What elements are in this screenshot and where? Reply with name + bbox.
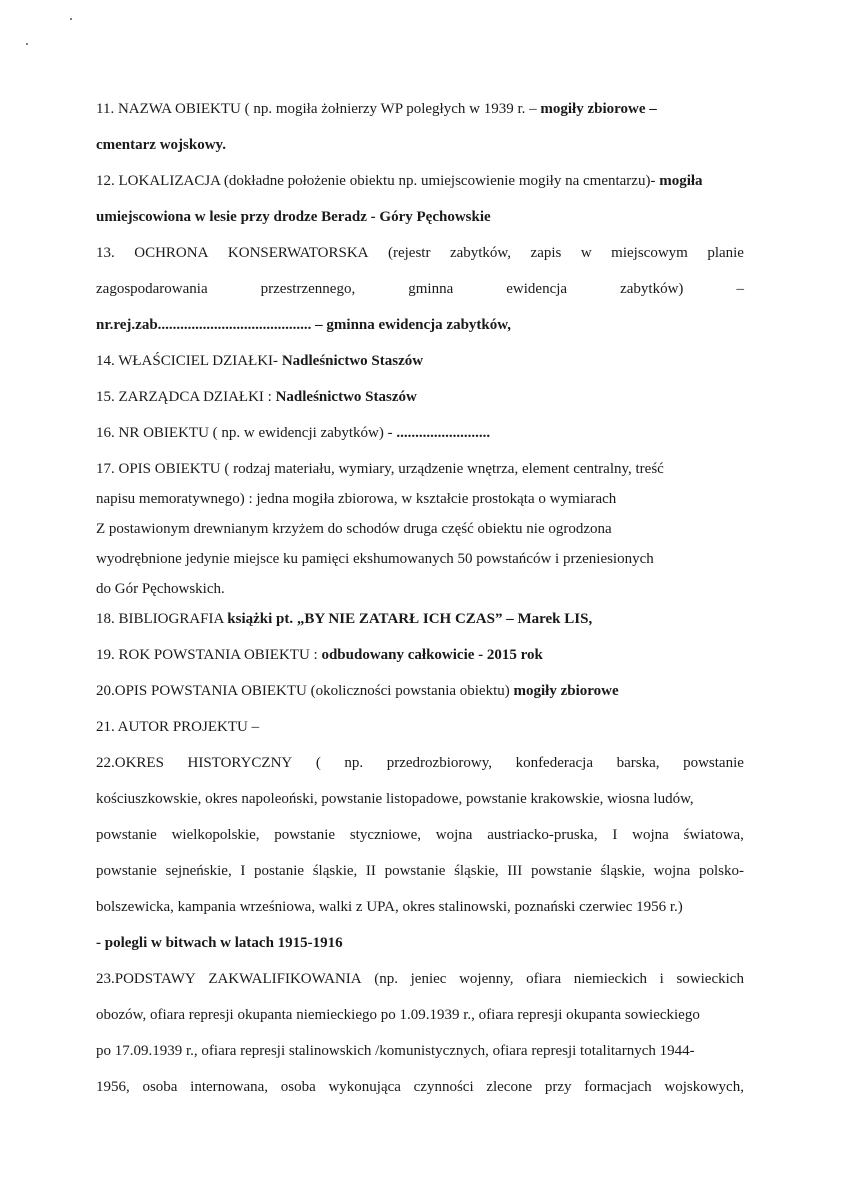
s16-value: ......................... bbox=[396, 425, 491, 441]
word: internowana, bbox=[190, 1079, 269, 1095]
word: polsko- bbox=[699, 863, 744, 879]
word: – bbox=[736, 281, 744, 297]
word: przy bbox=[544, 1079, 572, 1095]
word: 23.PODSTAWY bbox=[96, 971, 196, 987]
word: barska, bbox=[616, 755, 660, 771]
word: osoba bbox=[280, 1079, 316, 1095]
word: konfederacja bbox=[515, 755, 594, 771]
word: (rejestr bbox=[387, 245, 431, 261]
word: powstanie bbox=[274, 827, 336, 843]
word: III bbox=[507, 863, 523, 879]
word: ( bbox=[315, 755, 321, 771]
word: wojna bbox=[435, 827, 473, 843]
s15-label: 15. ZARZĄDCA DZIAŁKI : bbox=[96, 389, 272, 405]
word: powstanie bbox=[96, 827, 157, 843]
s22-line1 bbox=[96, 748, 744, 784]
s11-value: mogiły zbiorowe – bbox=[540, 101, 657, 117]
word: gminna bbox=[408, 281, 454, 297]
s19-line bbox=[96, 640, 744, 676]
word: w bbox=[580, 245, 592, 261]
s22-line4 bbox=[96, 856, 744, 892]
s23-line3: po 17.09.1939 r., ofiara represji stalinowskich /komunistycznych, ofiara represji totalitarnych 1944- bbox=[96, 1043, 695, 1059]
word: jeniec bbox=[410, 971, 447, 987]
s19-value: odbudowany całkowicie - 2015 rok bbox=[321, 647, 543, 663]
s15-line bbox=[96, 382, 744, 418]
s16-label: 16. NR OBIEKTU ( np. w ewidencji zabytków) - bbox=[96, 425, 393, 441]
word: osoba bbox=[142, 1079, 178, 1095]
s22-line5: bolszewicka, kampania wrześniowa, walki z UPA, okres stalinowski, poznański czerwiec 1956 r.) bbox=[96, 899, 683, 915]
word: śląskie, bbox=[454, 863, 499, 879]
word: niemieckich bbox=[573, 971, 648, 987]
scan-speck bbox=[70, 18, 72, 20]
s18-line bbox=[96, 604, 744, 640]
word: przestrzennego, bbox=[260, 281, 356, 297]
word: formacjach bbox=[584, 1079, 652, 1095]
s23-line1 bbox=[96, 964, 744, 1000]
word: powstanie bbox=[96, 863, 157, 879]
s23-line2: obozów, ofiara represji okupanta niemieckiego po 1.09.1939 r., ofiara represji okupanta sowieckiego bbox=[96, 1007, 700, 1023]
word: wojna bbox=[653, 863, 691, 879]
s23-line4 bbox=[96, 1072, 744, 1108]
word: wojskowych, bbox=[664, 1079, 744, 1095]
document-page bbox=[96, 94, 744, 1108]
word: zagospodarowania bbox=[96, 281, 208, 297]
s14-label: 14. WŁAŚCICIEL DZIAŁKI- bbox=[96, 353, 279, 369]
word: zlecone bbox=[486, 1079, 533, 1095]
word: HISTORYCZNY bbox=[187, 755, 293, 771]
s13-value: nr.rej.zab......................................... – gminna ewidencja zabytków, bbox=[96, 317, 512, 333]
s12-line1 bbox=[96, 166, 744, 202]
word: wykonująca bbox=[328, 1079, 401, 1095]
word: sejneńskie, bbox=[165, 863, 232, 879]
scan-speck bbox=[26, 43, 28, 45]
s17-line3: Z postawionym drewnianym krzyżem do schodów druga część obiektu nie ogrodzona bbox=[96, 521, 612, 537]
word: przedrozbiorowy, bbox=[386, 755, 492, 771]
word: 22.OKRES bbox=[96, 755, 164, 771]
word: i bbox=[659, 971, 664, 987]
s20-label: 20.OPIS POWSTANIA OBIEKTU (okoliczności powstania obiektu) bbox=[96, 683, 510, 699]
word: ofiara bbox=[526, 971, 562, 987]
s14-value: Nadleśnictwo Staszów bbox=[281, 353, 424, 369]
s14-line bbox=[96, 346, 744, 382]
word: I bbox=[240, 863, 246, 879]
word: wojna bbox=[632, 827, 669, 843]
word: zabytków) bbox=[620, 281, 684, 297]
word: (np. bbox=[374, 971, 398, 987]
s17-line2: napisu memoratywnego) : jedna mogiła zbiorowa, w kształcie prostokąta o wymiarach bbox=[96, 491, 617, 507]
s21-line: 21. AUTOR PROJEKTU – bbox=[96, 719, 260, 735]
s22-line2: kościuszkowskie, okres napoleoński, powstanie listopadowe, powstanie krakowskie, wiosna ludów, bbox=[96, 791, 694, 807]
word: powstanie bbox=[683, 755, 744, 771]
s13-line2 bbox=[96, 274, 744, 310]
s20-line bbox=[96, 676, 744, 712]
s17-line1: 17. OPIS OBIEKTU ( rodzaj materiału, wymiary, urządzenie wnętrza, element centralny, treść bbox=[96, 461, 664, 477]
s12-label: 12. LOKALIZACJA (dokładne położenie obiektu np. umiejscowienie mogiły na cmentarzu)- bbox=[96, 173, 656, 189]
word: 1956, bbox=[96, 1079, 130, 1095]
word: 13. bbox=[96, 245, 115, 261]
word: ewidencja bbox=[506, 281, 568, 297]
s18-label: 18. BIBLIOGRAFIA bbox=[96, 611, 224, 627]
word: postanie bbox=[254, 863, 305, 879]
word: planie bbox=[707, 245, 744, 261]
word: powstanie bbox=[530, 863, 592, 879]
s11-line1 bbox=[96, 94, 744, 130]
s18-value: książki pt. „BY NIE ZATARŁ ICH CZAS” – Marek LIS, bbox=[227, 611, 593, 627]
s19-label: 19. ROK POWSTANIA OBIEKTU : bbox=[96, 647, 318, 663]
word: ZAKWALIFIKOWANIA bbox=[208, 971, 362, 987]
word: I bbox=[612, 827, 618, 843]
s15-value: Nadleśnictwo Staszów bbox=[275, 389, 417, 405]
s13-line1 bbox=[96, 238, 744, 274]
word: OCHRONA bbox=[134, 245, 209, 261]
word: śląskie, bbox=[600, 863, 646, 879]
word: czynności bbox=[413, 1079, 474, 1095]
word: powstanie bbox=[384, 863, 446, 879]
word: KONSERWATORSKA bbox=[227, 245, 369, 261]
word: śląskie, bbox=[312, 863, 358, 879]
s11-label: 11. NAZWA OBIEKTU ( np. mogiła żołnierzy WP poległych w 1939 r. – bbox=[96, 101, 537, 117]
word: wielkopolskie, bbox=[171, 827, 260, 843]
word: światowa, bbox=[683, 827, 744, 843]
word: miejscowym bbox=[611, 245, 688, 261]
word: II bbox=[365, 863, 376, 879]
word: wojenny, bbox=[459, 971, 514, 987]
word: zapis bbox=[530, 245, 562, 261]
word: austriacko-pruska, bbox=[487, 827, 598, 843]
word: zabytków, bbox=[449, 245, 512, 261]
s11-value-cont: cmentarz wojskowy. bbox=[96, 137, 226, 153]
s17-line5: do Gór Pęchowskich. bbox=[96, 581, 225, 597]
word: styczniowe, bbox=[349, 827, 422, 843]
s12-value: mogiła bbox=[659, 173, 703, 189]
s17-line4: wyodrębnione jedynie miejsce ku pamięci ekshumowanych 50 powstańców i przeniesionych bbox=[96, 551, 654, 567]
s20-value: mogiły zbiorowe bbox=[513, 683, 619, 699]
s12-value-cont: umiejscowiona w lesie przy drodze Beradz - Góry Pęchowskie bbox=[96, 209, 491, 225]
word: sowieckich bbox=[676, 971, 744, 987]
s22-value: - polegli w bitwach w latach 1915-1916 bbox=[96, 935, 343, 951]
s16-line bbox=[96, 418, 744, 454]
s22-line3 bbox=[96, 820, 744, 856]
word: np. bbox=[344, 755, 364, 771]
